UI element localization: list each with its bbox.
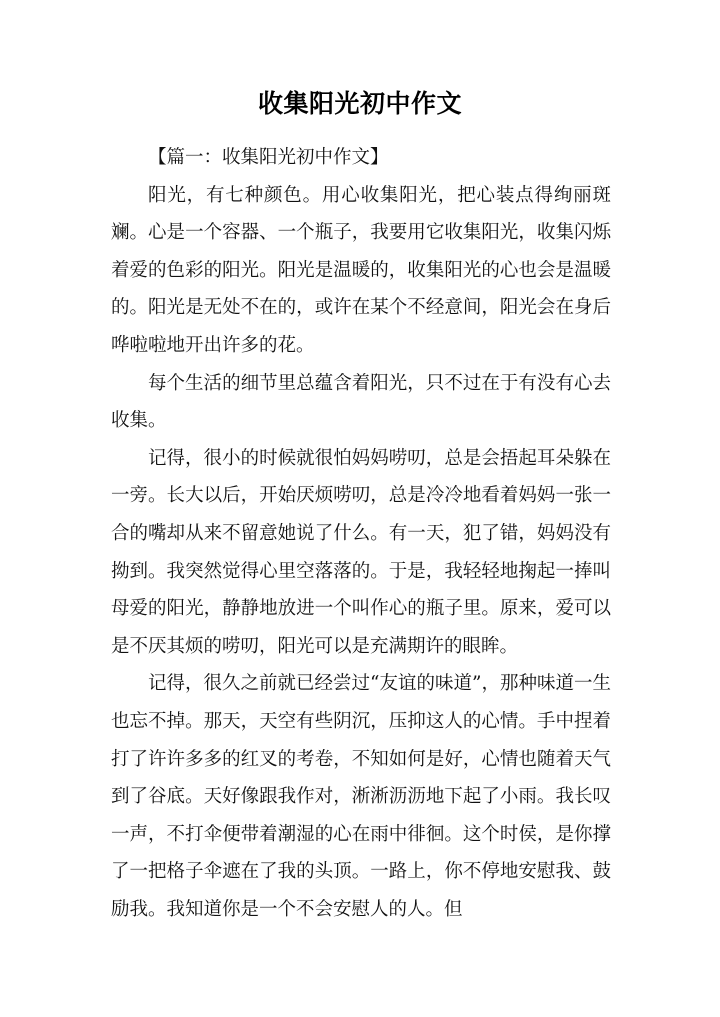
paragraph-4: 记得，很久之前就已经尝过“友谊的味道”，那种味道一生也忘不掉。那天，天空有些阴沉，压抑这人的心情。手中捏着打了许许多多的红叉的考卷，不知如何是好，心情也随着天气到了谷底。天好像跟我作对，淅淅沥沥地下起了小雨。我长叹一声，不打伞便带着潮湿的心在雨中徘徊。这个时侯，是你撑了一把格子伞遮在了我的头顶。一路上，你不停地安慰我、鼓励我。我知道你是一个不会安慰人的人。但 <box>111 673 611 920</box>
paragraph-3: 记得，很小的时候就很怕妈妈唠叨，总是会捂起耳朵躲在一旁。长大以后，开始厌烦唠叨，总是冷冷地看着妈妈一张一合的嘴却从来不留意她说了什么。有一天，犯了错，妈妈没有拗到。我突然觉得心里空落落的。于是，我轻轻地掬起一捧叫母爱的阳光，静静地放进一个叫作心的瓶子里。原来，爱可以是不厌其烦的唠叨，阳光可以是充满期许的眼眸。 <box>111 447 611 657</box>
document-body <box>111 139 611 928</box>
section-heading: 【篇一：收集阳光初中作文】 <box>148 147 389 168</box>
paragraph-1: 阳光，有七种颜色。用心收集阳光，把心装点得绚丽斑斓。心是一个容器、一个瓶子，我要用它收集阳光，收集闪烁着爱的色彩的阳光。阳光是温暖的，收集阳光的心也会是温暖的。阳光是无处不在的，或许在某个不经意间，阳光会在身后哗啦啦地开出许多的花。 <box>111 184 611 356</box>
paragraph-2: 每个生活的细节里总蕴含着阳光，只不过在于有没有心去收集。 <box>111 372 611 432</box>
document-title: 收集阳光初中作文 <box>257 89 462 118</box>
